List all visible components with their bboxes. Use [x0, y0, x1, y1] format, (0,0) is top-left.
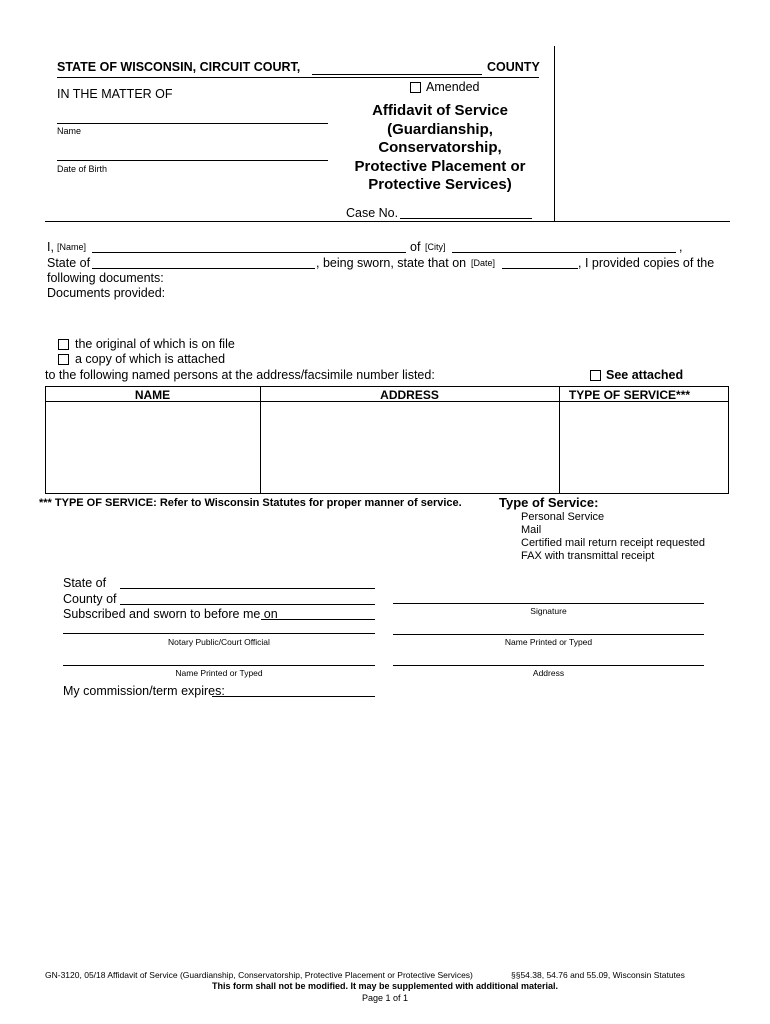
date-placeholder: [Date] — [471, 258, 496, 268]
county-label: COUNTY — [487, 60, 540, 74]
copy-attached-checkbox[interactable] — [58, 354, 69, 365]
notary-name-line[interactable] — [63, 665, 375, 666]
title-line-3: Conservatorship, — [378, 139, 502, 157]
header-bottom-rule — [45, 221, 730, 222]
notary-county-of-label: County of — [63, 592, 117, 606]
footer-form-info: GN-3120, 05/18 Affidavit of Service (Guardianship, Conservatorship, Protective Placement or Protective Services) — [45, 970, 473, 980]
service-type-fax: FAX with transmittal receipt — [521, 550, 655, 562]
title-line-4: Protective Placement or — [354, 157, 526, 175]
subscribed-label: Subscribed and sworn to before me on — [63, 607, 278, 621]
address-label: Address — [532, 668, 565, 678]
city-comma: , — [679, 240, 683, 254]
city-placeholder: [City] — [425, 242, 446, 252]
affiant-name-printed-line[interactable] — [393, 634, 704, 635]
title-line-2: (Guardianship, — [387, 120, 493, 138]
dob-input-line[interactable] — [57, 160, 328, 161]
state-input-line[interactable] — [92, 268, 315, 269]
documents-provided-label: Documents provided: — [47, 286, 166, 300]
subscribed-date-line[interactable] — [261, 619, 375, 620]
footer-page-number: Page 1 of 1 — [361, 993, 409, 1003]
name-label: Name — [57, 126, 82, 136]
header-rule — [57, 77, 539, 78]
col-header-name: NAME — [134, 388, 171, 402]
commission-label: My commission/term expires: — [63, 684, 225, 698]
col-header-address: ADDRESS — [380, 388, 439, 402]
see-attached-checkbox[interactable] — [590, 370, 601, 381]
copy-attached-label: a copy of which is attached — [75, 352, 226, 366]
sworn-text: , being sworn, state that on — [316, 256, 467, 270]
col-header-type: TYPE OF SERVICE*** — [568, 388, 691, 402]
notary-name-printed-label: Name Printed or Typed — [175, 668, 263, 678]
i-label: I, — [47, 240, 54, 254]
case-no-input-line[interactable] — [400, 218, 532, 219]
notary-official-label: Notary Public/Court Official — [168, 637, 270, 647]
county-input-line[interactable] — [312, 74, 482, 75]
signature-label: Signature — [530, 606, 567, 616]
table-cell-name[interactable] — [46, 402, 259, 493]
service-type-certified: Certified mail return receipt requested — [521, 537, 706, 549]
amended-checkbox[interactable] — [410, 82, 421, 93]
title-line-5: Protective Services) — [368, 176, 512, 194]
name-placeholder: [Name] — [57, 242, 87, 252]
service-type-mail: Mail — [521, 524, 542, 536]
table-cell-address[interactable] — [261, 402, 558, 493]
see-attached-label: See attached — [606, 368, 684, 382]
provided-text: , I provided copies of the — [578, 256, 715, 270]
form-title — [340, 102, 540, 195]
affiant-name-printed-label: Name Printed or Typed — [504, 637, 593, 647]
footer-statutes: §§54.38, 54.76 and 55.09, Wisconsin Statutes — [511, 970, 685, 980]
header-divider-vertical — [554, 46, 555, 221]
service-note: *** TYPE OF SERVICE: Refer to Wisconsin Statutes for proper manner of service. — [39, 497, 462, 509]
date-input-line[interactable] — [502, 268, 578, 269]
following-documents: following documents: — [47, 271, 164, 285]
state-of-label: State of — [47, 256, 91, 270]
original-on-file-checkbox[interactable] — [58, 339, 69, 350]
court-label: STATE OF WISCONSIN, CIRCUIT COURT, — [57, 60, 301, 74]
title-line-1: Affidavit of Service — [372, 102, 508, 119]
notary-state-of-label: State of — [63, 576, 107, 590]
affiant-address-line[interactable] — [393, 665, 704, 666]
original-on-file-label: the original of which is on file — [75, 337, 235, 351]
in-the-matter-label: IN THE MATTER OF — [57, 87, 173, 101]
dob-label: Date of Birth — [57, 164, 108, 174]
affiant-name-line[interactable] — [92, 252, 406, 253]
service-type-personal: Personal Service — [521, 511, 605, 523]
notary-county-line[interactable] — [120, 604, 375, 605]
name-input-line[interactable] — [57, 123, 328, 124]
notary-state-line[interactable] — [120, 588, 375, 589]
type-of-service-heading: Type of Service: — [499, 495, 599, 510]
of-label: of — [410, 240, 421, 254]
footer-notice: This form shall not be modified. It may be supplemented with additional material. — [211, 981, 559, 991]
notary-signature-line[interactable] — [63, 633, 375, 634]
table-cell-type[interactable] — [560, 402, 728, 493]
commission-date-line[interactable] — [212, 696, 375, 697]
affiant-signature-line[interactable] — [393, 603, 704, 604]
amended-label: Amended — [426, 80, 480, 94]
named-persons-text: to the following named persons at the address/facsimile number listed: — [45, 368, 435, 382]
city-input-line[interactable] — [452, 252, 676, 253]
case-no-label: Case No. — [346, 206, 399, 220]
